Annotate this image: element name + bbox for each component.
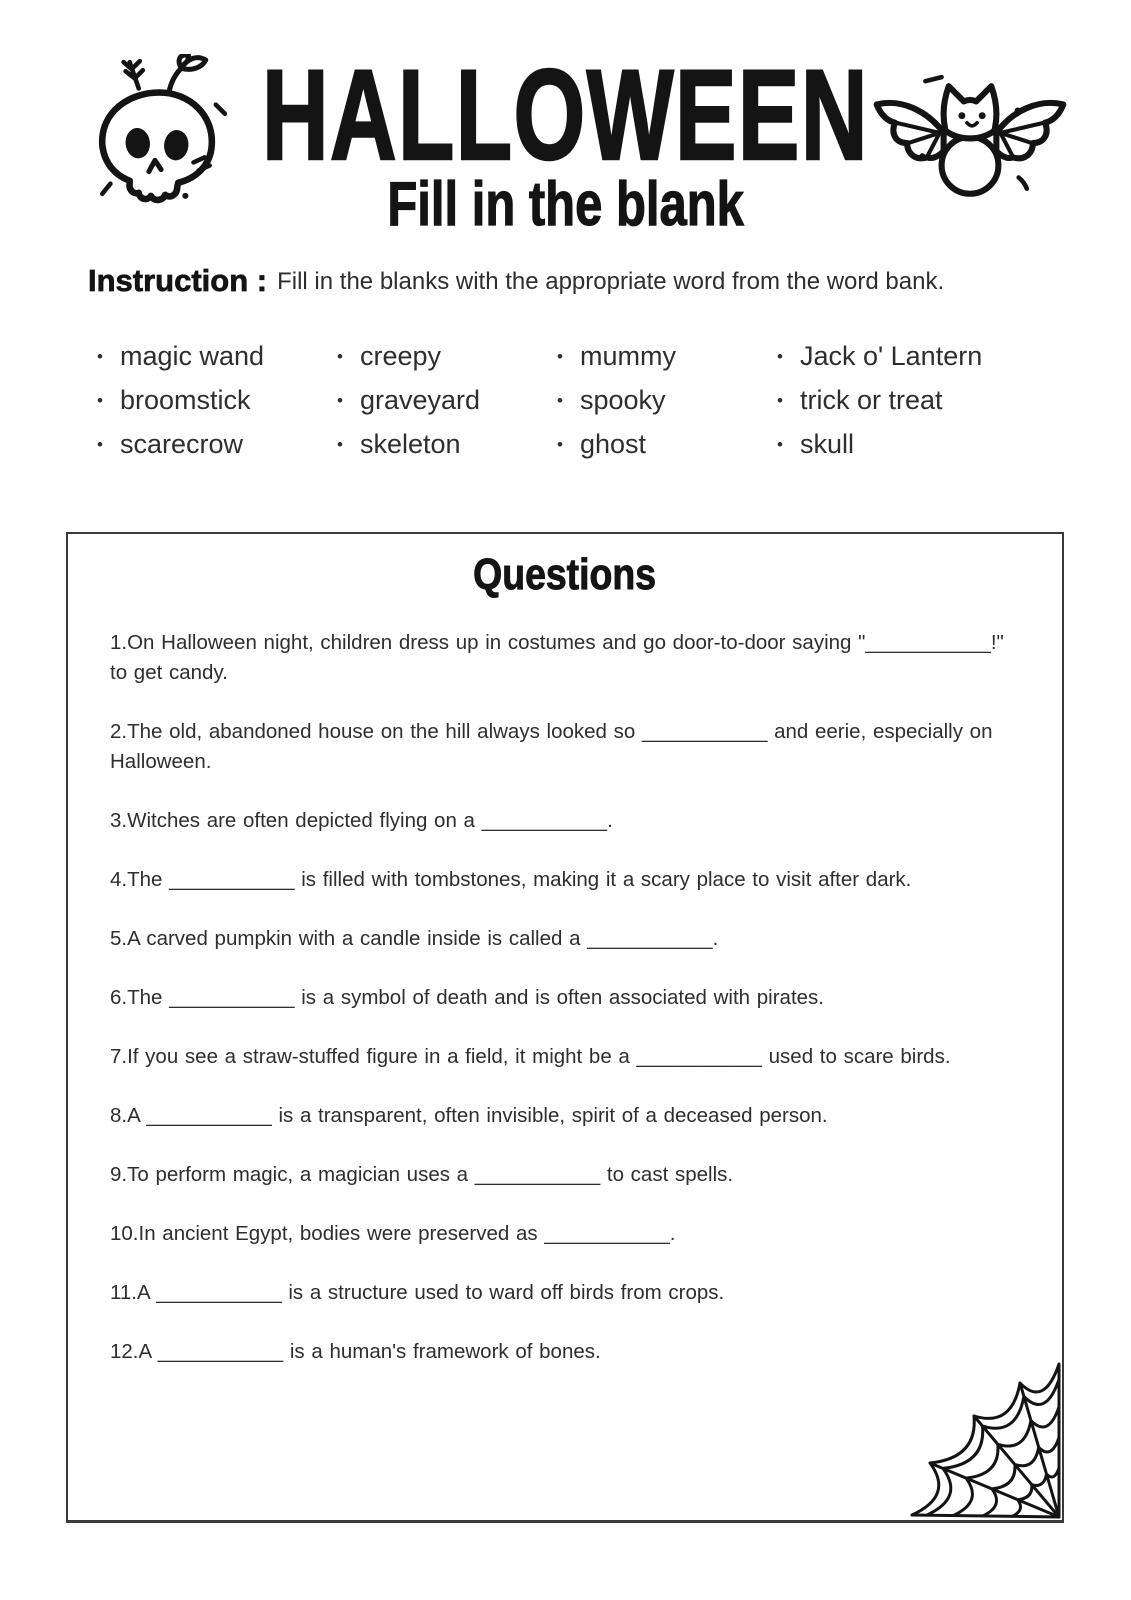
word-bank-item [97,341,337,372]
bullet-icon: • [557,346,563,366]
word-bank-item [337,429,557,460]
word-bank-word: trick or treat [799,385,943,416]
word-bank-item [337,341,557,372]
bullet-icon: • [557,434,563,454]
word-bank-item [557,341,777,372]
question-item: 9.To perform magic, a magician uses a ___________ to cast spells. [110,1163,734,1186]
word-bank-word: skeleton [359,429,461,460]
question-item: 7.If you see a straw-stuffed figure in a field, it might be a ___________ used to scare birds. [110,1045,951,1068]
word-bank-word: Jack o' Lantern [799,341,983,372]
questions-box [66,532,1064,1523]
bullet-icon: • [337,346,343,366]
word-bank-item [557,385,777,416]
word-bank-word: broomstick [119,385,251,416]
word-bank-word: spooky [579,385,666,416]
instruction-line [88,263,1081,299]
questions-title: Questions [473,550,657,599]
page-subtitle: Fill in the blank [387,170,744,239]
question-item: 4.The ___________ is filled with tombstones, making it a scary place to visit after dark. [110,868,912,891]
bullet-icon: • [337,390,343,410]
bullet-icon: • [97,434,103,454]
word-bank-item [337,385,557,416]
word-bank-word: mummy [579,341,676,372]
question-item: 3.Witches are often depicted flying on a ___________. [110,809,613,832]
instruction-text: Fill in the blanks with the appropriate word from the word bank. [277,268,945,296]
bullet-icon: • [777,390,783,410]
skull-sprout-icon [80,54,232,206]
word-bank-column [557,341,777,460]
word-bank-word: magic wand [119,341,265,372]
word-bank-item [97,385,337,416]
word-bank-item [97,429,337,460]
word-bank-column [97,341,337,460]
bullet-icon: • [777,434,783,454]
bat-icon [868,70,1072,212]
bullet-icon: • [777,346,783,366]
word-bank-word: skull [799,429,854,460]
bullet-icon: • [557,390,563,410]
bullet-icon: • [97,390,103,410]
bullet-icon: • [97,346,103,366]
question-item: 1.On Halloween night, children dress up in costumes and go door-to-door saying "___________!" to get candy. [110,631,1004,684]
word-bank-item [777,429,982,460]
page-title: HALLOWEEN [262,44,869,187]
question-item: 8.A ___________ is a transparent, often invisible, spirit of a deceased person. [110,1104,828,1127]
word-bank-word: graveyard [359,385,481,416]
question-item: 11.A ___________ is a structure used to ward off birds from crops. [110,1281,725,1304]
word-bank-item [777,385,982,416]
question-item: 6.The ___________ is a symbol of death and is often associated with pirates. [110,986,825,1009]
word-bank-column [777,341,982,460]
word-bank-word: creepy [359,341,441,372]
word-bank-item [557,429,777,460]
word-bank [97,341,1131,460]
question-item: 10.In ancient Egypt, bodies were preserved as ___________. [110,1222,676,1245]
question-item: 5.A carved pumpkin with a candle inside is called a ___________. [110,927,719,950]
spiderweb-icon [910,1358,1062,1520]
word-bank-word: ghost [579,429,647,460]
word-bank-column [337,341,557,460]
bullet-icon: • [337,434,343,454]
instruction-label: Instruction : [88,263,268,299]
word-bank-word: scarecrow [119,429,243,460]
questions-list [110,628,1022,1367]
word-bank-item [777,341,982,372]
question-item: 2.The old, abandoned house on the hill always looked so ___________ and eerie, especially on Halloween. [110,720,993,773]
question-item: 12.A ___________ is a human's framework of bones. [110,1340,601,1363]
